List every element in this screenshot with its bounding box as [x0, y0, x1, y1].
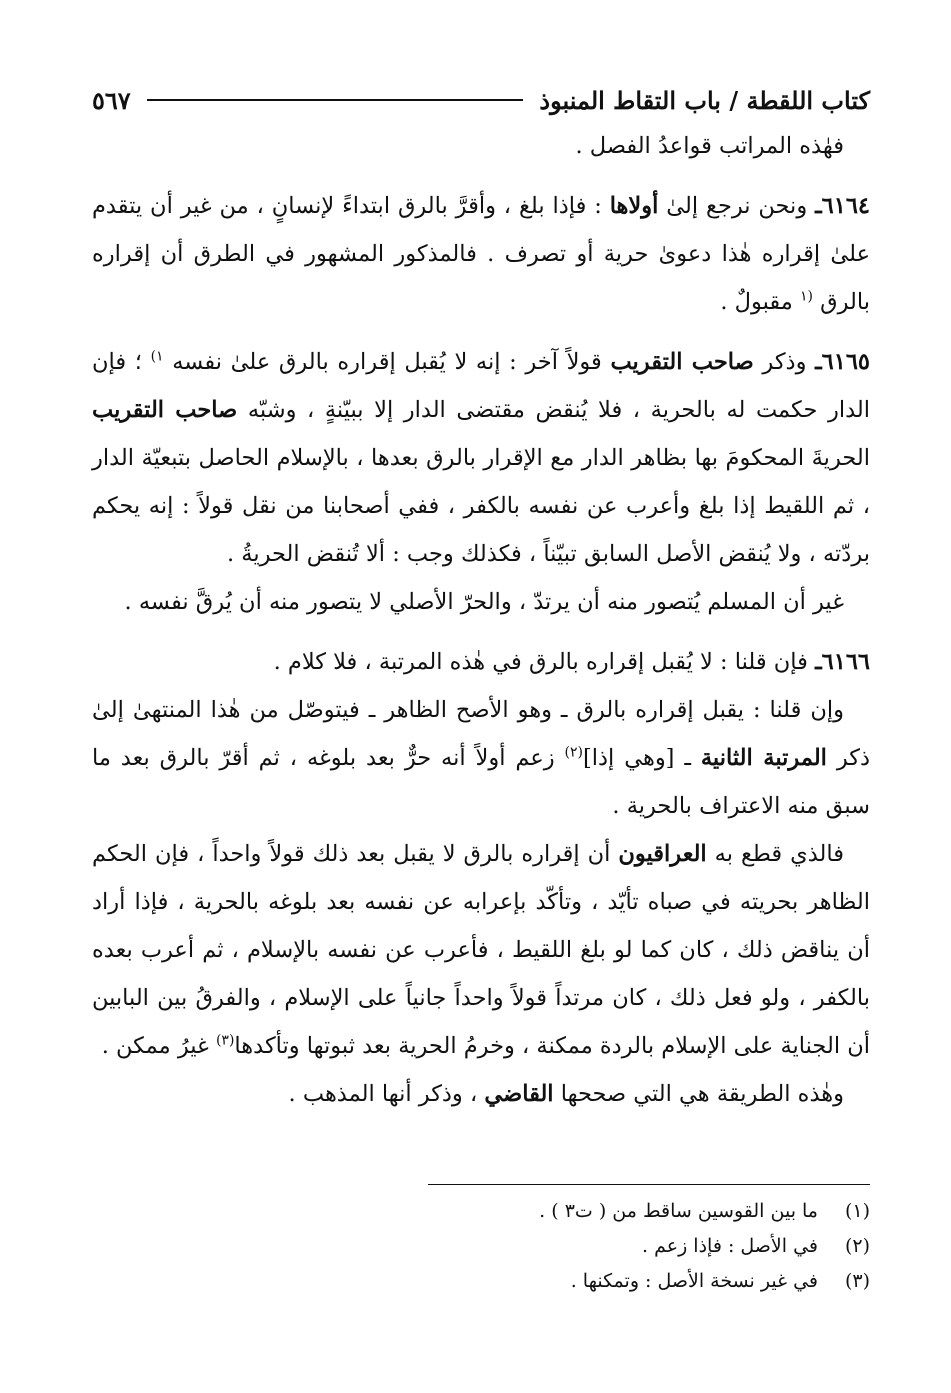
- paragraph: [92, 578, 870, 626]
- paragraph-number: ٦١٦٤ـ: [815, 193, 870, 219]
- text-run: وهٰذه الطريقة هي التي صححها: [553, 1081, 844, 1107]
- text-run: فإن قلنا : لا يُقبل إقراره بالرق في هٰذه المرتبة ، فلا كلام .: [273, 649, 816, 675]
- main-text: [92, 122, 870, 1118]
- text-run: ؛ فإن الدار حكمت له بالحرية ، فلا يُنقض مقتضى الدار إلا ببيّنةٍ ، وشبّه: [92, 349, 870, 423]
- footnote: [92, 1264, 870, 1299]
- page-number: ٥٦٧: [92, 85, 131, 115]
- paragraph-text: غير أن المسلم يُتصور منه أن يرتدّ ، والحرّ الأصلي لا يتصور منه أن يُرقَّ نفسه .: [124, 589, 844, 615]
- book-page: [92, 78, 871, 1292]
- paragraph-6166: [92, 638, 870, 686]
- footnote-text: ما بين القوسين ساقط من ( ت٣ ) .: [539, 1200, 818, 1222]
- paragraph-6164: [92, 182, 870, 326]
- bold-term: صاحب التقريب: [92, 397, 238, 423]
- footnote: [92, 1194, 870, 1229]
- paragraph: [92, 122, 870, 170]
- bold-term: العراقيون: [618, 841, 707, 867]
- text-run: وذكر: [753, 349, 816, 375]
- paragraph: [92, 686, 870, 830]
- footnote-marker: (٣): [215, 1032, 235, 1049]
- text-run: أن إقراره بالرق لا يقبل بعد ذلك قولاً واحداً ، فإن الحكم الظاهر بحريته في صباه تأيّد ، وتأكّد بإعرابه عن نفسه بعد بلوغه بالحرية ، فإذا أراد أن يناقض ذلك ، كان كما لو بلغ اللقيط ، فأعرب عن نفسه بالإسلام ، ثم أعرب بعده بالكفر ، ولو فعل ذلك ، كان مرتداً قولاً واحداً جانياً على الإسلام ، والفرقُ بين البابين أن الجناية على الإسلام بالردة ممكنة ، وخرمُ الحرية بعد ثبوتها وتأكدها: [92, 841, 870, 1059]
- paragraph: [92, 1070, 870, 1118]
- footnote: [92, 1229, 870, 1264]
- text-run: فالذي قطع به: [706, 841, 844, 867]
- text-run: غيرُ ممكن .: [101, 1033, 216, 1059]
- paragraph: [92, 830, 870, 1070]
- footnote-divider: [428, 1184, 870, 1185]
- text-run: : فإذا بلغ ، وأقرَّ بالرق ابتداءً لإنسانٍ ، من غير أن يتقدم علىٰ إقراره هٰذا دعوىٰ حرية أو تصرف . فالمذكور المشهور في الطرق أن إقراره بالرق: [92, 193, 870, 315]
- bold-term: أولاها: [609, 193, 659, 219]
- bold-term: المرتبة الثانية: [700, 745, 827, 771]
- paragraph-number: ٦١٦٥ـ: [815, 349, 871, 375]
- paragraph-6165: [92, 338, 870, 578]
- header-rule: [147, 99, 524, 101]
- header-title: كتاب اللقطة / باب التقاط المنبوذ: [539, 85, 870, 115]
- footnote-number: (١): [844, 1200, 870, 1222]
- footnotes: [92, 1194, 870, 1299]
- text-run: ـ [وهي إذا]: [583, 745, 701, 771]
- footnote-number: (٢): [844, 1235, 870, 1257]
- text-run: قولاً آخر : إنه لا يُقبل إقراره بالرق علىٰ نفسه: [163, 349, 611, 375]
- text-run: وإن قلنا : يقبل إقراره بالرق ـ وهو الأصح الظاهر ـ فيتوصّل من هٰذا المنتهىٰ إلىٰ ذكر: [92, 697, 870, 771]
- bold-term: القاضي: [484, 1081, 554, 1107]
- footnote-text: في الأصل : فإذا زعم .: [642, 1235, 818, 1257]
- footnote-number: (٣): [844, 1270, 870, 1292]
- text-run: ونحن نرجع إلىٰ: [658, 193, 816, 219]
- text-run: زعم أولاً أنه حرٌّ بعد بلوغه ، ثم أقرّ بالرق بعد ما سبق منه الاعتراف بالحرية .: [92, 745, 870, 819]
- text-run: الحريةَ المحكومَ بها بظاهر الدار مع الإقرار بالرق بعدها ، بالإسلام الحاصل بتبعيّة الدار ، ثم اللقيط إذا بلغ وأعرب عن نفسه بالكفر ، ففي أصحابنا من نقل قولاً : إنه يحكم بردّته ، ولا يُنقض الأصل السابق تبيّناً ، فكذلك وجب : ألا تُنقض الحريةُ .: [92, 445, 870, 567]
- footnote-marker: ١): [150, 348, 164, 365]
- footnote-text: في غير نسخة الأصل : وتمكنها .: [570, 1270, 818, 1292]
- text-run: مقبولٌ .: [720, 289, 800, 315]
- paragraph-number: ٦١٦٦ـ: [815, 649, 870, 675]
- running-header: [92, 78, 870, 122]
- paragraph-text: فهٰذه المراتب قواعدُ الفصل .: [575, 133, 844, 159]
- footnote-marker: (٢): [564, 744, 583, 761]
- text-run: ، وذكر أنها المذهب .: [288, 1081, 485, 1107]
- footnote-marker: (١: [800, 288, 813, 305]
- bold-term: صاحب التقريب: [610, 349, 754, 375]
